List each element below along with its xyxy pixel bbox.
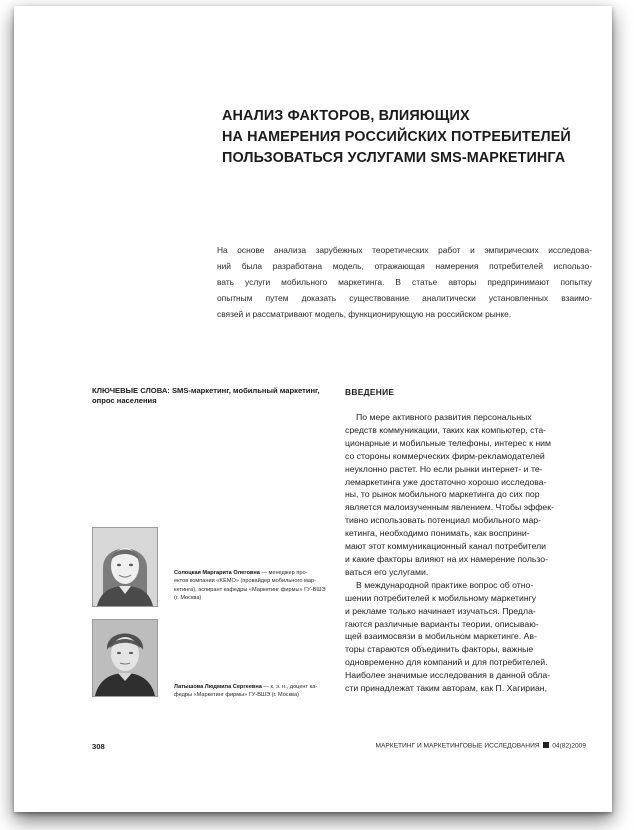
- running-footer: [375, 742, 586, 750]
- author-name: Солоцкая Маргарита Олеговна: [174, 570, 260, 576]
- body-line: щей взаимосвязи в мобильном маркетинге. Ав-: [345, 631, 537, 642]
- body-line: лемаркетинга уже достаточно хорошо исследова-: [345, 476, 547, 487]
- abstract-line: связей и рассматривают модель, функционирующую на российском рынке.: [217, 309, 512, 320]
- author-caption: [174, 569, 324, 603]
- abstract-line: опытным путем доказать существование аналитически установленных взаимо-: [217, 293, 592, 304]
- body-line: и рекламе только начинает изучаться. Предла-: [345, 605, 536, 616]
- body-line: шении потребителей к мобильному маркетингу: [345, 592, 537, 603]
- issue-number: 04(82)2009: [552, 742, 586, 750]
- square-icon: [543, 742, 549, 748]
- body-line: мают этот коммуникационный канал потребители: [345, 541, 547, 552]
- author-role: ектов компании «KEMO» (провайдер мобильного мар-: [174, 578, 316, 585]
- article-title: [222, 106, 602, 169]
- section-heading: ВВЕДЕНИЕ: [345, 387, 395, 397]
- journal-name: МАРКЕТИНГ И МАРКЕТИНГОВЫЕ ИССЛЕДОВАНИЯ: [375, 742, 540, 750]
- body-line: Наиболее значимые исследования в данной обла-: [345, 670, 551, 681]
- body-line: является малоизученным явлением. Чтобы эффек-: [345, 502, 554, 513]
- author-role: (г. Москва): [174, 595, 202, 602]
- body-line: одновременно для компаний и для потребителей.: [345, 657, 548, 668]
- abstract-line: На основе анализа зарубежных теоретических работ и эмпирических исследова-: [217, 245, 592, 255]
- magazine-page: [14, 6, 612, 812]
- body-line: средств коммуникации, таких как компьютер, ста-: [345, 424, 547, 435]
- abstract-line: ний была разработана модель, отражающая намерения потребителей использо-: [217, 261, 592, 272]
- article-abstract: [217, 242, 592, 322]
- author-name: Латышова Людмила Сергеевна: [174, 684, 262, 690]
- article-body: [345, 411, 602, 695]
- keywords-line: опрос населения: [92, 396, 157, 405]
- body-line: торы стараются объединить факторы, важные: [345, 644, 534, 655]
- body-line: неуклонно растет. Но если рынки интернет- и те-: [345, 463, 543, 474]
- body-line: гаются различные варианты теории, описываю-: [345, 618, 539, 629]
- author-role: — менеджер про-: [259, 570, 308, 576]
- keywords-line: КЛЮЧЕВЫЕ СЛОВА: SMS-маркетинг, мобильный маркетинг,: [92, 386, 320, 395]
- body-line: и какие факторы влияют на их намерение пользо-: [345, 553, 549, 564]
- author-photo: [92, 619, 158, 697]
- author-caption: [174, 683, 324, 700]
- title-line: АНАЛИЗ ФАКТОРОВ, ВЛИЯЮЩИХ: [222, 108, 470, 124]
- body-line: сти принадлежат таким авторам, как П. Хагириан,: [345, 683, 547, 694]
- body-line: По мере активного развития персональных: [356, 412, 532, 422]
- title-line: НА НАМЕРЕНИЯ РОССИЙСКИХ ПОТРЕБИТЕЛЕЙ: [222, 129, 571, 145]
- body-line: тивно использовать потенциал мобильного мар-: [345, 515, 542, 526]
- author-role: — к. э. н., доцент ка-: [261, 684, 318, 690]
- portrait-image: [93, 620, 157, 696]
- body-line: со стороны коммерческих фирм-рекламодателей: [345, 450, 545, 461]
- body-line: ционарные и мобильные телефоны, интерес к ним: [345, 437, 551, 448]
- title-line: ПОЛЬЗОВАТЬСЯ УСЛУГАМИ SMS-МАРКЕТИНГА: [222, 150, 566, 166]
- author-photo: [92, 527, 158, 607]
- portrait-image: [93, 528, 157, 606]
- body-line: ваться его услугами.: [345, 566, 429, 577]
- body-line: кетинга, необходимо понимать, как восприни-: [345, 528, 530, 539]
- body-line: В международной практике вопрос об отно-: [356, 579, 534, 590]
- body-line: ны, то рынок мобильного маркетинга до сих пор: [345, 489, 540, 500]
- abstract-line: вать услуги мобильного маркетинга. В статье авторы предпринимают попытку: [217, 277, 592, 288]
- author-role: федры «Маркетинг фирмы» ГУ-ВШЭ (г. Москва): [174, 692, 299, 699]
- keywords: [92, 386, 342, 406]
- page-number: 308: [92, 742, 105, 751]
- author-role: кетинга), аспирант кафедры «Маркетинг фирмы» ГУ-ВШЭ: [174, 586, 326, 593]
